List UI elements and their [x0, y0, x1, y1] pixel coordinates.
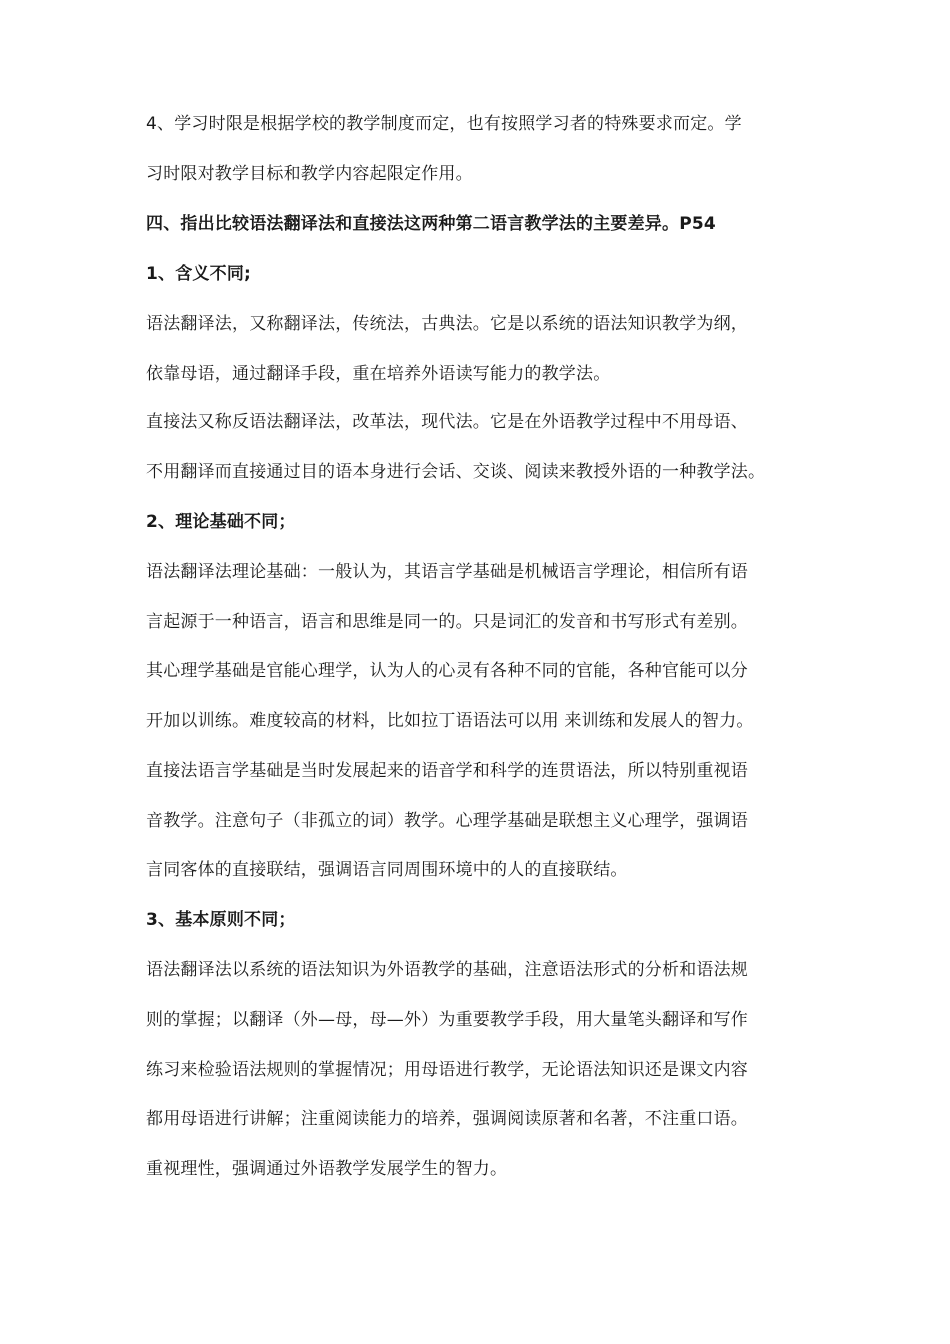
meaning-direct-method-line-1: 直接法又称反语法翻译法，改革法，现代法。它是在外语教学过程中不用母语、	[146, 412, 748, 432]
theory-line-6: 音教学。注意句子（非孤立的词）教学。心理学基础是联想主义心理学，强调语	[146, 811, 748, 831]
meaning-grammar-translation-line-1: 语法翻译法，又称翻译法，传统法，古典法。它是以系统的语法知识教学为纲，	[146, 314, 748, 334]
principles-line-5: 重视理性，强调通过外语教学发展学生的智力。	[146, 1159, 508, 1179]
paragraph-4-line-1: 4、学习时限是根据学校的教学制度而定，也有按照学习者的特殊要求而定。学	[146, 114, 742, 134]
theory-line-5: 直接法语言学基础是当时发展起来的语音学和科学的连贯语法，所以特别重视语	[146, 761, 748, 781]
meaning-grammar-translation-line-2: 依靠母语，通过翻译手段，重在培养外语读写能力的教学法。	[146, 364, 611, 384]
principles-line-4: 都用母语进行讲解；注重阅读能力的培养，强调阅读原著和名著，不注重口语。	[146, 1109, 748, 1129]
subheading-theory: 2、理论基础不同；	[146, 512, 296, 532]
theory-line-3: 其心理学基础是官能心理学，认为人的心灵有各种不同的官能，各种官能可以分	[146, 661, 748, 681]
meaning-direct-method-line-2: 不用翻译而直接通过目的语本身进行会话、交谈、阅读来教授外语的一种教学法。	[146, 462, 766, 482]
theory-line-1: 语法翻译法理论基础：一般认为，其语言学基础是机械语言学理论，相信所有语	[146, 562, 748, 582]
subheading-meaning: 1、含义不同;	[146, 264, 252, 284]
theory-line-4: 开加以训练。难度较高的材料，比如拉丁语语法可以用 来训练和发展人的智力。	[146, 711, 754, 731]
subheading-principles: 3、基本原则不同；	[146, 910, 296, 930]
principles-line-3: 练习来检验语法规则的掌握情况；用母语进行教学，无论语法知识还是课文内容	[146, 1060, 748, 1080]
principles-line-2: 则的掌握；以翻译（外—母，母—外）为重要教学手段，用大量笔头翻译和写作	[146, 1010, 748, 1030]
paragraph-4-line-2: 习时限对教学目标和教学内容起限定作用。	[146, 164, 473, 184]
theory-line-7: 言同客体的直接联结，强调语言同周围环境中的人的直接联结。	[146, 860, 628, 880]
section-heading-4: 四、指出比较语法翻译法和直接法这两种第二语言教学法的主要差异。P54	[146, 214, 716, 234]
theory-line-2: 言起源于一种语言，语言和思维是同一的。只是词汇的发音和书写形式有差别。	[146, 612, 748, 632]
principles-line-1: 语法翻译法以系统的语法知识为外语教学的基础，注意语法形式的分析和语法规	[146, 960, 748, 980]
